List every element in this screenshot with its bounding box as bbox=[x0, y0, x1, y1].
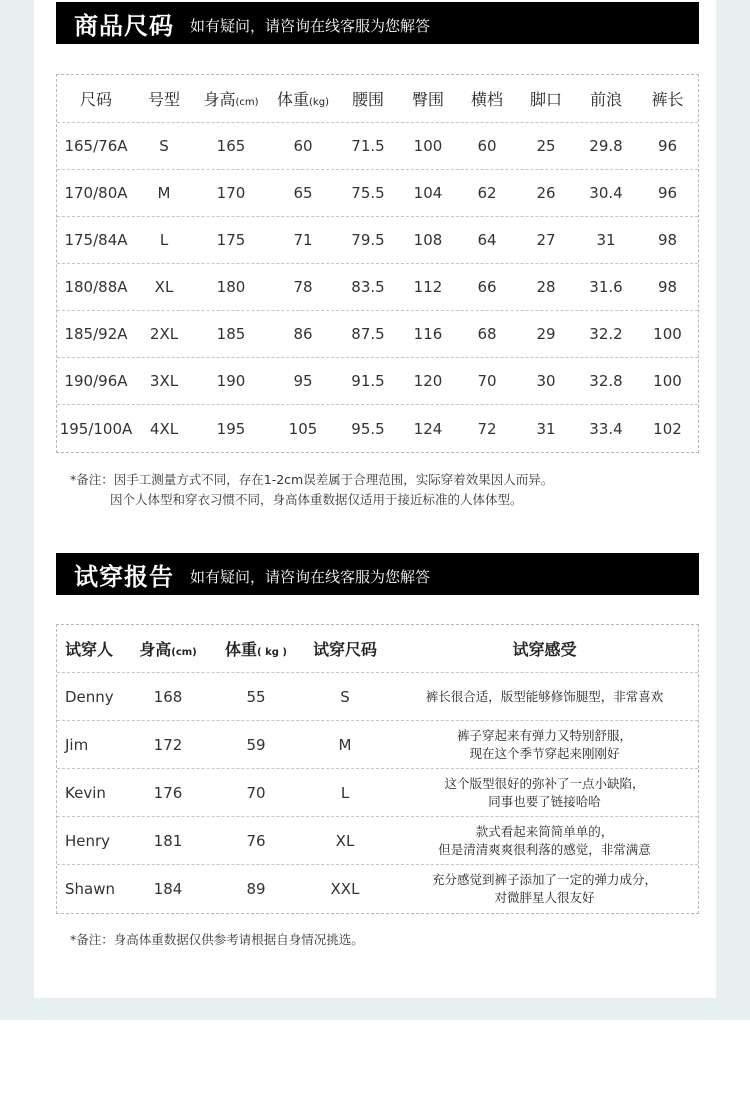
trial-feel-line1: 裤长很合适，版型能够修饰腿型，非常喜欢 bbox=[425, 688, 664, 704]
size-cell: 30 bbox=[536, 372, 556, 390]
size-cell: 60 bbox=[293, 137, 313, 155]
size-header-label: 体重 bbox=[277, 90, 310, 109]
trial-header-cell bbox=[213, 637, 299, 660]
size-header-cell bbox=[457, 87, 517, 110]
trial-feel-line1: 充分感觉到裤子添加了一定的弹力成分， bbox=[431, 872, 657, 887]
size-header-cell bbox=[517, 87, 575, 110]
size-cell: 195 bbox=[216, 419, 246, 438]
size-header-cell bbox=[269, 87, 337, 110]
size-cell: 100 bbox=[413, 137, 443, 155]
size-cell: 185 bbox=[216, 325, 246, 343]
size-header-label: 臀围 bbox=[411, 90, 444, 109]
trial-name-cell: Denny bbox=[65, 687, 114, 706]
trial-height-cell: 184 bbox=[153, 880, 183, 898]
trial-feel-line2: 同事也要了链接哈哈 bbox=[488, 793, 601, 809]
trial-height-cell: 176 bbox=[153, 783, 183, 802]
size-cell: 96 bbox=[657, 184, 678, 202]
trial-section-subtitle: 如有疑问，请咨询在线客服为您解答 bbox=[190, 567, 431, 586]
trial-header-label: 试穿尺码 bbox=[312, 640, 377, 659]
size-cell: 190/96A bbox=[64, 372, 128, 390]
size-note-line1: *备注：因手工测量方式不同，存在1-2cm误差属于合理范围，实际穿着效果因人而异。 bbox=[70, 472, 554, 487]
trial-note: *备注：身高体重数据仅供参考请根据自身情况挑选。 bbox=[70, 932, 364, 947]
trial-name-cell: Kevin bbox=[65, 783, 106, 802]
size-cell: 60 bbox=[477, 137, 497, 155]
size-note-line2: 因个人体型和穿衣习惯不同，身高体重数据仅适用于接近标准的人体体型。 bbox=[110, 492, 523, 507]
size-header-cell bbox=[575, 87, 637, 110]
size-table-header-row bbox=[57, 75, 698, 123]
size-cell: XL bbox=[154, 278, 174, 296]
trial-table-header-row bbox=[57, 625, 698, 673]
trial-table-row bbox=[57, 817, 698, 865]
trial-feel-line1: 裤子穿起来有弹力又特别舒服， bbox=[456, 727, 632, 743]
size-cell: 2XL bbox=[149, 325, 179, 343]
trial-size-cell: M bbox=[338, 735, 352, 754]
size-cell: 87.5 bbox=[351, 325, 385, 343]
size-header-label: 腰围 bbox=[351, 90, 384, 109]
size-cell: 124 bbox=[413, 419, 443, 438]
size-table-row bbox=[57, 264, 698, 311]
trial-name-cell: Shawn bbox=[65, 880, 115, 898]
size-cell: 25 bbox=[536, 137, 556, 155]
trial-section-header bbox=[56, 553, 699, 595]
size-header-cell bbox=[135, 87, 193, 110]
size-cell: 31 bbox=[536, 419, 556, 438]
size-table-row bbox=[57, 311, 698, 358]
size-cell: 108 bbox=[413, 231, 443, 249]
size-table-row bbox=[57, 217, 698, 264]
trial-weight-cell: 76 bbox=[246, 831, 266, 850]
trial-table-row bbox=[57, 769, 698, 817]
size-section-subtitle: 如有疑问，请咨询在线客服为您解答 bbox=[190, 16, 431, 35]
size-cell: 104 bbox=[413, 184, 443, 202]
size-header-label: 尺码 bbox=[79, 90, 112, 109]
trial-header-label: 试穿感受 bbox=[512, 640, 577, 659]
size-cell: S bbox=[159, 137, 169, 155]
size-cell: 175 bbox=[216, 231, 246, 249]
size-cell: 91.5 bbox=[351, 372, 385, 390]
trial-feel-cell bbox=[391, 823, 698, 859]
size-cell: 29 bbox=[536, 325, 556, 343]
trial-weight-cell: 59 bbox=[246, 735, 266, 754]
trial-height-cell: 172 bbox=[153, 735, 183, 754]
size-table bbox=[56, 74, 699, 453]
trial-feel-line1: 款式看起来简简单单的， bbox=[475, 823, 614, 839]
size-cell: 72 bbox=[477, 419, 497, 438]
size-header-cell bbox=[399, 87, 457, 110]
size-cell: M bbox=[157, 184, 171, 202]
trial-table bbox=[56, 624, 699, 914]
size-cell: 100 bbox=[653, 372, 682, 390]
size-section-header bbox=[56, 2, 699, 44]
size-cell: 33.4 bbox=[589, 419, 623, 438]
trial-weight-cell: 55 bbox=[246, 687, 266, 706]
size-cell: 28 bbox=[536, 278, 556, 296]
size-header-cell bbox=[193, 87, 269, 110]
size-cell: 175/84A bbox=[64, 231, 128, 249]
size-cell: 195/100A bbox=[59, 419, 133, 438]
size-cell: 170/80A bbox=[64, 184, 128, 202]
size-cell: L bbox=[159, 231, 169, 249]
size-table-row bbox=[57, 405, 698, 452]
size-cell: 120 bbox=[413, 372, 443, 390]
trial-weight-cell: 70 bbox=[246, 783, 266, 802]
size-cell: 79.5 bbox=[351, 231, 385, 249]
size-header-label: 号型 bbox=[147, 90, 180, 109]
size-cell: 185/92A bbox=[64, 325, 128, 343]
size-header-label: 身高 bbox=[203, 90, 236, 109]
size-cell: 170 bbox=[216, 184, 246, 202]
size-cell: 70 bbox=[477, 372, 497, 390]
size-cell: 98 bbox=[657, 231, 678, 249]
trial-size-cell: S bbox=[340, 687, 350, 706]
size-cell: 27 bbox=[536, 231, 556, 249]
size-header-cell bbox=[637, 87, 698, 110]
trial-feel-cell bbox=[391, 688, 698, 706]
size-header-cell bbox=[337, 87, 399, 110]
size-header-unit: (kg) bbox=[309, 97, 329, 108]
trial-size-cell: XL bbox=[335, 831, 355, 850]
size-section-title: 商品尺码 bbox=[74, 11, 174, 40]
size-table-row bbox=[57, 358, 698, 405]
size-cell: 102 bbox=[653, 419, 682, 438]
size-header-unit: (cm) bbox=[235, 97, 259, 108]
trial-table-row bbox=[57, 865, 698, 913]
trial-header-unit: ( kg ) bbox=[257, 647, 287, 658]
size-cell: 31.6 bbox=[589, 278, 623, 296]
size-cell: 64 bbox=[477, 231, 497, 249]
trial-header-unit: (cm) bbox=[171, 647, 197, 658]
size-cell: 4XL bbox=[149, 419, 179, 438]
trial-feel-cell bbox=[391, 727, 698, 763]
size-cell: 86 bbox=[293, 325, 313, 343]
size-header-label: 前浪 bbox=[589, 90, 622, 109]
size-cell: 165 bbox=[216, 137, 246, 155]
size-header-label: 裤长 bbox=[651, 90, 684, 109]
size-cell: 190 bbox=[216, 372, 246, 390]
size-header-label: 横档 bbox=[470, 90, 503, 109]
trial-feel-line2: 但是清清爽爽很利落的感觉，非常满意 bbox=[438, 841, 651, 857]
trial-name-cell: Henry bbox=[65, 831, 111, 850]
size-table-row bbox=[57, 123, 698, 170]
size-table-row bbox=[57, 170, 698, 217]
size-cell: 29.8 bbox=[589, 137, 623, 155]
size-cell: 116 bbox=[413, 325, 443, 343]
trial-header-cell bbox=[391, 637, 698, 660]
size-cell: 78 bbox=[293, 278, 313, 296]
size-cell: 98 bbox=[657, 278, 678, 296]
size-cell: 165/76A bbox=[64, 137, 128, 155]
trial-weight-cell: 89 bbox=[246, 880, 266, 898]
size-cell: 65 bbox=[293, 184, 313, 202]
trial-header-label: 身高 bbox=[139, 640, 172, 659]
trial-name-cell: Jim bbox=[65, 735, 89, 754]
size-cell: 100 bbox=[653, 325, 682, 343]
trial-table-row bbox=[57, 673, 698, 721]
trial-height-cell: 181 bbox=[153, 831, 183, 850]
trial-size-cell: L bbox=[340, 783, 350, 802]
size-cell: 31 bbox=[596, 231, 616, 249]
trial-feel-line2: 对微胖星人很友好 bbox=[494, 890, 595, 905]
size-cell: 66 bbox=[477, 278, 497, 296]
size-cell: 32.2 bbox=[589, 325, 623, 343]
size-cell: 71 bbox=[293, 231, 313, 249]
size-cell: 83.5 bbox=[351, 278, 385, 296]
size-header-cell bbox=[57, 87, 135, 110]
trial-header-cell bbox=[57, 637, 123, 660]
size-cell: 26 bbox=[536, 184, 556, 202]
trial-header-label: 试穿人 bbox=[65, 640, 114, 659]
trial-header-cell bbox=[299, 637, 391, 660]
size-cell: 30.4 bbox=[589, 184, 623, 202]
size-cell: 62 bbox=[477, 184, 497, 202]
trial-feel-cell bbox=[391, 775, 698, 811]
size-cell: 75.5 bbox=[351, 184, 385, 202]
size-cell: 112 bbox=[413, 278, 443, 296]
trial-table-row bbox=[57, 721, 698, 769]
trial-feel-line2: 现在这个季节穿起来刚刚好 bbox=[469, 745, 620, 761]
size-cell: 68 bbox=[477, 325, 497, 343]
size-cell: 105 bbox=[288, 419, 318, 438]
size-cell: 180 bbox=[216, 278, 246, 296]
trial-section-title: 试穿报告 bbox=[74, 562, 174, 591]
size-cell: 71.5 bbox=[351, 137, 385, 155]
size-cell: 3XL bbox=[149, 372, 179, 390]
trial-height-cell: 168 bbox=[153, 687, 183, 706]
trial-header-cell bbox=[123, 637, 213, 660]
trial-feel-cell bbox=[391, 871, 698, 907]
size-cell: 95.5 bbox=[351, 419, 385, 438]
trial-header-label: 体重 bbox=[225, 640, 258, 659]
trial-size-cell: XXL bbox=[330, 880, 360, 898]
size-cell: 32.8 bbox=[589, 372, 623, 390]
size-cell: 96 bbox=[657, 137, 678, 155]
size-cell: 180/88A bbox=[64, 278, 128, 296]
size-header-label: 脚口 bbox=[529, 90, 562, 109]
trial-feel-line1: 这个版型很好的弥补了一点小缺陷， bbox=[444, 775, 645, 791]
size-cell: 95 bbox=[293, 372, 313, 390]
